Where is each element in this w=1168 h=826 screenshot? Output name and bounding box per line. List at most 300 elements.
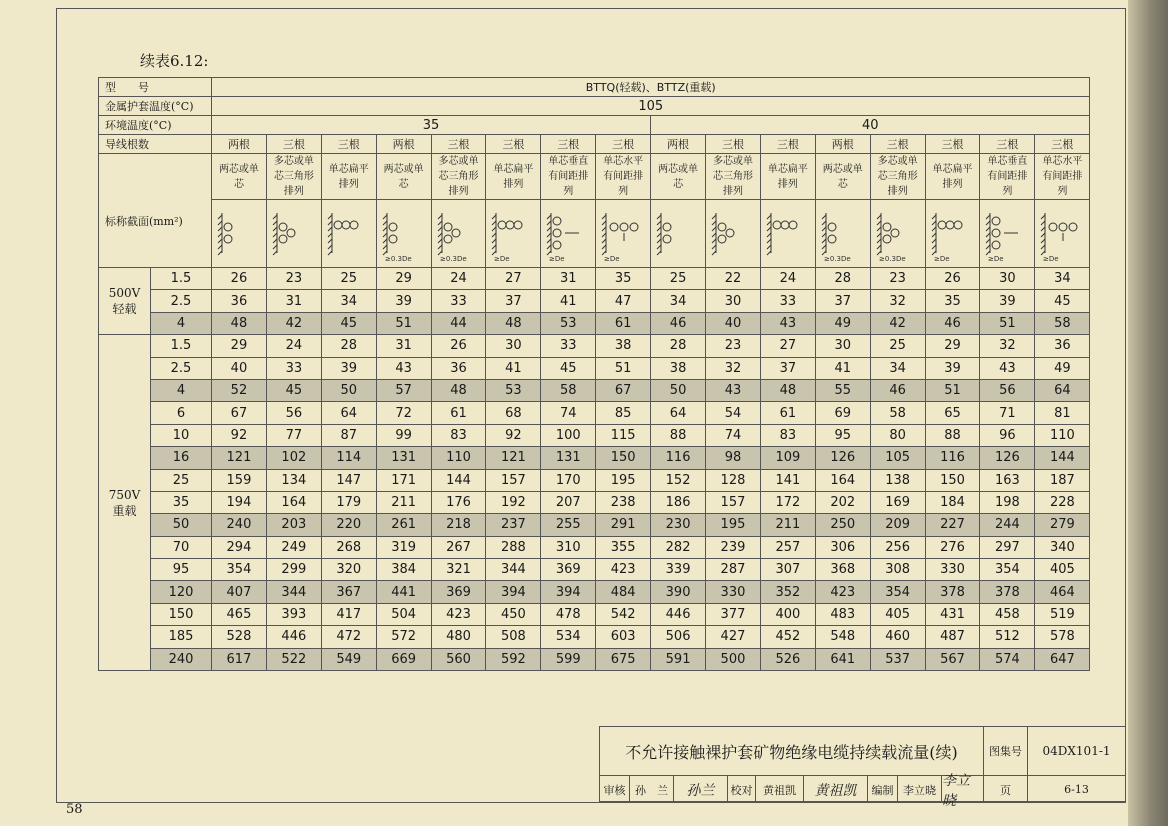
table-row [99, 268, 1090, 290]
ampacity-cell: 41 [815, 357, 870, 379]
ampacity-cell: 405 [870, 603, 925, 625]
wire-count-cell: 两根 [212, 135, 267, 154]
ampacity-cell: 220 [321, 514, 376, 536]
drawing-title: 不允许接触裸护套矿物绝缘电缆持续载流量(续) [600, 727, 984, 775]
ampacity-cell: 478 [541, 603, 596, 625]
ampacity-cell: 32 [706, 357, 761, 379]
arrangement-diagram [925, 200, 980, 268]
ampacity-cell: 572 [376, 626, 431, 648]
ampacity-cell: 24 [266, 335, 321, 357]
ampacity-cell: 83 [760, 424, 815, 446]
ampacity-cell: 599 [541, 648, 596, 670]
ampacity-cell: 192 [486, 491, 541, 513]
ampacity-cell: 147 [321, 469, 376, 491]
ampacity-cell: 85 [596, 402, 651, 424]
ampacity-cell: 51 [596, 357, 651, 379]
ampacity-cell: 46 [925, 312, 980, 334]
ampacity-cell: 22 [706, 268, 761, 290]
ampacity-cell: 542 [596, 603, 651, 625]
cable-arrangement-icon [710, 205, 756, 263]
ampacity-cell: 152 [651, 469, 706, 491]
ambient-temp-value: 35 [212, 116, 651, 135]
ampacity-cell: 58 [541, 379, 596, 401]
spacing-note: ≥De [604, 254, 620, 263]
size-cell: 95 [151, 559, 212, 581]
wire-count-cell: 三根 [870, 135, 925, 154]
ampacity-cell: 384 [376, 559, 431, 581]
ampacity-cell: 131 [376, 447, 431, 469]
ampacity-cell: 367 [321, 581, 376, 603]
arrangement-cell: 多芯或单芯三角形排列 [870, 154, 925, 200]
title-block [599, 726, 1126, 809]
ampacity-cell: 56 [980, 379, 1035, 401]
ampacity-cell: 41 [541, 290, 596, 312]
review-name: 孙 兰 [630, 776, 674, 803]
ampacity-cell: 53 [486, 379, 541, 401]
ampacity-cell: 344 [266, 581, 321, 603]
ampacity-cell: 508 [486, 626, 541, 648]
ampacity-table [98, 77, 1090, 671]
ampacity-cell: 36 [431, 357, 486, 379]
ampacity-cell: 23 [706, 335, 761, 357]
ampacity-cell: 26 [431, 335, 486, 357]
arrangement-cell: 多芯或单芯三角形排列 [706, 154, 761, 200]
ampacity-cell: 407 [212, 581, 267, 603]
arrangement-diagram [980, 200, 1035, 268]
ampacity-cell: 238 [596, 491, 651, 513]
ampacity-cell: 150 [925, 469, 980, 491]
arrangement-cell: 单芯水平有间距排列 [596, 154, 651, 200]
ampacity-cell: 37 [815, 290, 870, 312]
arrangement-diagram [321, 200, 376, 268]
ampacity-cell: 24 [431, 268, 486, 290]
ampacity-cell: 297 [980, 536, 1035, 558]
arrangement-diagram [760, 200, 815, 268]
ampacity-cell: 114 [321, 447, 376, 469]
wire-count-cell: 三根 [486, 135, 541, 154]
ampacity-cell: 138 [870, 469, 925, 491]
arrangement-cell: 单芯水平有间距排列 [1035, 154, 1090, 200]
review-signature: 孙兰 [674, 776, 728, 803]
table-row [99, 447, 1090, 469]
ampacity-cell: 37 [760, 357, 815, 379]
ampacity-cell: 458 [980, 603, 1035, 625]
ampacity-cell: 647 [1035, 648, 1090, 670]
ampacity-cell: 43 [980, 357, 1035, 379]
ampacity-cell: 27 [760, 335, 815, 357]
wire-count-label: 导线根数 [99, 135, 212, 154]
ampacity-cell: 603 [596, 626, 651, 648]
ampacity-cell: 64 [1035, 379, 1090, 401]
sheath-temp-value: 105 [212, 97, 1090, 116]
ampacity-cell: 308 [870, 559, 925, 581]
book-spine [1128, 0, 1168, 826]
spacing-note: ≥De [933, 254, 950, 263]
ampacity-cell: 42 [870, 312, 925, 334]
ampacity-cell: 50 [321, 379, 376, 401]
table-row [99, 379, 1090, 401]
cable-arrangement-icon [930, 205, 976, 263]
ampacity-cell: 450 [486, 603, 541, 625]
ampacity-cell: 310 [541, 536, 596, 558]
ampacity-cell: 261 [376, 514, 431, 536]
arrangement-diagram [706, 200, 761, 268]
ampacity-cell: 427 [706, 626, 761, 648]
ampacity-cell: 36 [212, 290, 267, 312]
size-cell: 16 [151, 447, 212, 469]
ampacity-cell: 394 [541, 581, 596, 603]
arrangement-diagram [651, 200, 706, 268]
ampacity-cell: 368 [815, 559, 870, 581]
table-row [99, 290, 1090, 312]
section-label: 500V轻载 [99, 268, 151, 335]
ampacity-cell: 512 [980, 626, 1035, 648]
ampacity-cell: 500 [706, 648, 761, 670]
cable-arrangement-icon [271, 205, 317, 263]
ampacity-cell: 423 [431, 603, 486, 625]
ampacity-cell: 126 [815, 447, 870, 469]
ampacity-cell: 163 [980, 469, 1035, 491]
ampacity-cell: 30 [980, 268, 1035, 290]
ampacity-cell: 378 [980, 581, 1035, 603]
ampacity-cell: 641 [815, 648, 870, 670]
ampacity-cell: 171 [376, 469, 431, 491]
ampacity-cell: 42 [266, 312, 321, 334]
ampacity-cell: 131 [541, 447, 596, 469]
cable-arrangement-icon [490, 205, 536, 263]
ampacity-cell: 237 [486, 514, 541, 536]
size-cell: 150 [151, 603, 212, 625]
ampacity-cell: 522 [266, 648, 321, 670]
ampacity-cell: 340 [1035, 536, 1090, 558]
ampacity-cell: 33 [431, 290, 486, 312]
ampacity-cell: 61 [431, 402, 486, 424]
cable-arrangement-icon [381, 205, 427, 263]
arrangement-row [99, 154, 1090, 200]
ampacity-cell: 321 [431, 559, 486, 581]
ampacity-cell: 394 [486, 581, 541, 603]
table-title: 续表6.12: [140, 52, 209, 70]
ampacity-cell: 506 [651, 626, 706, 648]
arrangement-diagram [212, 200, 267, 268]
ampacity-cell: 48 [212, 312, 267, 334]
ampacity-cell: 39 [925, 357, 980, 379]
ampacity-cell: 65 [925, 402, 980, 424]
sheath-temp-label: 金属护套温度(°C) [99, 97, 212, 116]
design-label: 编制 [868, 776, 898, 803]
ampacity-cell: 211 [760, 514, 815, 536]
ampacity-cell: 23 [266, 268, 321, 290]
ampacity-cell: 72 [376, 402, 431, 424]
ampacity-cell: 179 [321, 491, 376, 513]
check-label: 校对 [728, 776, 756, 803]
arrangement-cell: 两芯或单芯 [376, 154, 431, 200]
ampacity-cell: 41 [486, 357, 541, 379]
ampacity-cell: 452 [760, 626, 815, 648]
size-cell: 35 [151, 491, 212, 513]
ampacity-cell: 57 [376, 379, 431, 401]
arrangement-cell: 两芯或单芯 [212, 154, 267, 200]
ampacity-cell: 36 [1035, 335, 1090, 357]
ampacity-cell: 88 [651, 424, 706, 446]
ampacity-cell: 61 [596, 312, 651, 334]
ampacity-cell: 80 [870, 424, 925, 446]
ampacity-cell: 68 [486, 402, 541, 424]
cross-section-label: 标称截面(mm²) [99, 154, 212, 268]
table-row [99, 626, 1090, 648]
ampacity-cell: 669 [376, 648, 431, 670]
ampacity-cell: 126 [980, 447, 1035, 469]
ampacity-cell: 51 [980, 312, 1035, 334]
cable-arrangement-icon [216, 205, 262, 263]
ampacity-cell: 116 [651, 447, 706, 469]
ampacity-cell: 121 [212, 447, 267, 469]
ampacity-cell: 187 [1035, 469, 1090, 491]
ampacity-cell: 109 [760, 447, 815, 469]
ambient-temp-row [99, 116, 1090, 135]
ampacity-cell: 195 [596, 469, 651, 491]
ampacity-cell: 49 [1035, 357, 1090, 379]
ampacity-cell: 28 [815, 268, 870, 290]
ampacity-cell: 144 [1035, 447, 1090, 469]
ambient-temp-label: 环境温度(°C) [99, 116, 212, 135]
ampacity-cell: 83 [431, 424, 486, 446]
cable-arrangement-icon [984, 205, 1030, 263]
ampacity-cell: 48 [486, 312, 541, 334]
ampacity-cell: 484 [596, 581, 651, 603]
size-cell: 120 [151, 581, 212, 603]
ampacity-cell: 49 [815, 312, 870, 334]
ambient-temp-value: 40 [651, 116, 1090, 135]
cable-arrangement-icon [765, 205, 811, 263]
ampacity-cell: 39 [980, 290, 1035, 312]
ampacity-cell: 23 [870, 268, 925, 290]
arrangement-diagram [431, 200, 486, 268]
table-row [99, 514, 1090, 536]
ampacity-cell: 38 [651, 357, 706, 379]
size-cell: 50 [151, 514, 212, 536]
ampacity-cell: 472 [321, 626, 376, 648]
size-cell: 70 [151, 536, 212, 558]
ampacity-cell: 320 [321, 559, 376, 581]
ampacity-cell: 55 [815, 379, 870, 401]
ampacity-cell: 30 [486, 335, 541, 357]
ampacity-cell: 227 [925, 514, 980, 536]
spacing-note: ≥De [988, 254, 1004, 263]
ampacity-cell: 34 [321, 290, 376, 312]
ampacity-cell: 87 [321, 424, 376, 446]
spacing-note: ≥De [1043, 254, 1059, 263]
atlas-label: 图集号 [984, 727, 1028, 775]
ampacity-cell: 40 [212, 357, 267, 379]
ampacity-cell: 194 [212, 491, 267, 513]
ampacity-cell: 240 [212, 514, 267, 536]
ampacity-cell: 43 [376, 357, 431, 379]
ampacity-cell: 39 [321, 357, 376, 379]
ampacity-cell: 250 [815, 514, 870, 536]
wire-count-cell: 三根 [321, 135, 376, 154]
check-signature: 黄祖凯 [804, 776, 868, 803]
ampacity-cell: 128 [706, 469, 761, 491]
ampacity-cell: 99 [376, 424, 431, 446]
spacing-note: ≥0.3De [823, 254, 851, 263]
page-code: 6-13 [1064, 783, 1089, 796]
ampacity-cell: 675 [596, 648, 651, 670]
arrangement-diagram [266, 200, 321, 268]
ampacity-cell: 27 [486, 268, 541, 290]
arrangement-cell: 单芯扁平排列 [321, 154, 376, 200]
wire-count-cell: 三根 [925, 135, 980, 154]
table-row [99, 536, 1090, 558]
ampacity-cell: 592 [486, 648, 541, 670]
cable-arrangement-icon [820, 205, 866, 263]
ampacity-cell: 46 [870, 379, 925, 401]
ampacity-cell: 483 [815, 603, 870, 625]
ampacity-cell: 44 [431, 312, 486, 334]
ampacity-cell: 71 [980, 402, 1035, 424]
ampacity-cell: 369 [541, 559, 596, 581]
ampacity-cell: 354 [980, 559, 1035, 581]
ampacity-cell: 393 [266, 603, 321, 625]
ampacity-cell: 37 [486, 290, 541, 312]
ampacity-cell: 52 [212, 379, 267, 401]
ampacity-cell: 548 [815, 626, 870, 648]
sheath-temp-row [99, 97, 1090, 116]
ampacity-cell: 47 [596, 290, 651, 312]
ampacity-cell: 32 [980, 335, 1035, 357]
ampacity-cell: 25 [321, 268, 376, 290]
ampacity-cell: 58 [1035, 312, 1090, 334]
wire-count-cell: 两根 [815, 135, 870, 154]
wire-count-cell: 三根 [541, 135, 596, 154]
table-row [99, 357, 1090, 379]
ampacity-cell: 144 [431, 469, 486, 491]
arrangement-diagram [486, 200, 541, 268]
ampacity-cell: 25 [651, 268, 706, 290]
ampacity-cell: 211 [376, 491, 431, 513]
ampacity-cell: 344 [486, 559, 541, 581]
ampacity-cell: 35 [596, 268, 651, 290]
spacing-note: ≥0.3De [384, 254, 412, 263]
model-row [99, 78, 1090, 97]
model-label: 型 号 [99, 78, 212, 97]
ampacity-cell: 31 [541, 268, 596, 290]
design-name: 李立晓 [898, 776, 942, 803]
size-cell: 185 [151, 626, 212, 648]
ampacity-cell: 287 [706, 559, 761, 581]
ampacity-cell: 549 [321, 648, 376, 670]
arrangement-cell: 单芯扁平排列 [760, 154, 815, 200]
ampacity-cell: 40 [706, 312, 761, 334]
ampacity-cell: 288 [486, 536, 541, 558]
table-row [99, 581, 1090, 603]
size-cell: 1.5 [151, 335, 212, 357]
ampacity-cell: 48 [431, 379, 486, 401]
ampacity-cell: 169 [870, 491, 925, 513]
wire-count-cell: 三根 [706, 135, 761, 154]
arrangement-cell: 两芯或单芯 [651, 154, 706, 200]
ampacity-cell: 38 [596, 335, 651, 357]
ampacity-cell: 110 [1035, 424, 1090, 446]
ampacity-cell: 256 [870, 536, 925, 558]
ampacity-cell: 96 [980, 424, 1035, 446]
cable-arrangement-icon [655, 205, 701, 263]
ampacity-cell: 116 [925, 447, 980, 469]
arrangement-cell: 单芯扁平排列 [925, 154, 980, 200]
ampacity-cell: 30 [815, 335, 870, 357]
ampacity-cell: 537 [870, 648, 925, 670]
size-cell: 10 [151, 424, 212, 446]
ampacity-cell: 159 [212, 469, 267, 491]
wire-count-row [99, 135, 1090, 154]
wire-count-cell: 三根 [980, 135, 1035, 154]
ampacity-cell: 45 [321, 312, 376, 334]
ampacity-cell: 294 [212, 536, 267, 558]
ampacity-cell: 51 [925, 379, 980, 401]
ampacity-cell: 209 [870, 514, 925, 536]
cable-arrangement-icon [600, 205, 646, 263]
arrangement-cell: 两芯或单芯 [815, 154, 870, 200]
ampacity-cell: 28 [321, 335, 376, 357]
ampacity-cell: 480 [431, 626, 486, 648]
ampacity-cell: 306 [815, 536, 870, 558]
arrangement-cell: 单芯垂直有间距排列 [980, 154, 1035, 200]
ampacity-cell: 81 [1035, 402, 1090, 424]
ampacity-cell: 56 [266, 402, 321, 424]
arrangement-cell: 多芯或单芯三角形排列 [431, 154, 486, 200]
arrangement-cell: 单芯扁平排列 [486, 154, 541, 200]
arrangement-diagram [376, 200, 431, 268]
ampacity-cell: 186 [651, 491, 706, 513]
ampacity-cell: 291 [596, 514, 651, 536]
ampacity-cell: 157 [486, 469, 541, 491]
ampacity-cell: 228 [1035, 491, 1090, 513]
ampacity-cell: 170 [541, 469, 596, 491]
ampacity-cell: 446 [266, 626, 321, 648]
ampacity-cell: 230 [651, 514, 706, 536]
size-cell: 240 [151, 648, 212, 670]
table-row [99, 312, 1090, 334]
ampacity-cell: 34 [1035, 268, 1090, 290]
ampacity-cell: 369 [431, 581, 486, 603]
table-row [99, 603, 1090, 625]
ampacity-cell: 157 [706, 491, 761, 513]
cable-arrangement-icon [326, 205, 372, 263]
ampacity-cell: 105 [870, 447, 925, 469]
ampacity-cell: 102 [266, 447, 321, 469]
ampacity-cell: 29 [212, 335, 267, 357]
ampacity-cell: 110 [431, 447, 486, 469]
ampacity-cell: 30 [706, 290, 761, 312]
table-row [99, 335, 1090, 357]
ampacity-cell: 460 [870, 626, 925, 648]
ampacity-cell: 43 [706, 379, 761, 401]
ampacity-cell: 26 [925, 268, 980, 290]
ampacity-cell: 617 [212, 648, 267, 670]
ampacity-cell: 567 [925, 648, 980, 670]
ampacity-cell: 176 [431, 491, 486, 513]
table-row [99, 491, 1090, 513]
arrangement-cell: 单芯垂直有间距排列 [541, 154, 596, 200]
wire-count-cell: 三根 [1035, 135, 1090, 154]
ampacity-cell: 268 [321, 536, 376, 558]
ampacity-cell: 257 [760, 536, 815, 558]
ampacity-cell: 528 [212, 626, 267, 648]
table-row [99, 424, 1090, 446]
ampacity-cell: 25 [870, 335, 925, 357]
wire-count-cell: 三根 [760, 135, 815, 154]
model-value: BTTQ(轻载)、BTTZ(重载) [212, 78, 1090, 97]
